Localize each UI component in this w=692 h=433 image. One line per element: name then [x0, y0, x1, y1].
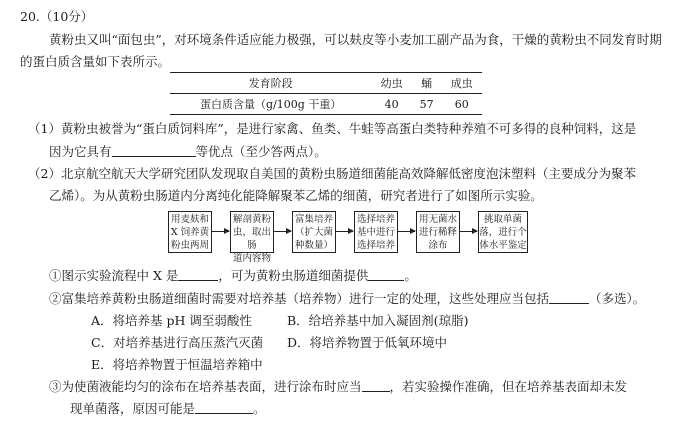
flow-step-5: 用无菌水 进行稀释 涂布 [416, 211, 460, 253]
table-cell-larva: 40 [371, 94, 411, 115]
part1-text-a: 因为它具有 [49, 144, 112, 159]
subq3-text-a: ③为使菌液能均匀的涂布在培养基表面，进行涂布时应当 [49, 379, 362, 394]
table-row-label: 蛋白质含量（g/100g 干重） [170, 94, 371, 115]
flow-arrow-1 [212, 231, 229, 232]
part2-line-1: （2）北京航空航天大学研究团队发现取自美国的黄粉虫肠道细菌能高效降解低密度泡沫塑料（主要成分为聚苯 [28, 166, 636, 181]
answer-blank-advantages[interactable] [112, 144, 196, 157]
subquestion-1 [49, 268, 417, 284]
subquestion-2 [49, 291, 645, 307]
answer-blank-provides[interactable] [368, 268, 404, 281]
table-row [170, 94, 482, 115]
option-b: B．给培养基中加入凝固剂(琼脂) [287, 313, 469, 328]
answer-blank-treatments[interactable] [549, 291, 589, 304]
table-header-row [170, 73, 482, 94]
table-header-larva: 幼虫 [371, 73, 411, 94]
subq3-text-d: 。 [253, 401, 266, 416]
subquestion-3-line-1 [49, 379, 627, 395]
subq1-text-b: ，可为黄粉虫肠道细菌提供 [218, 268, 369, 283]
subq1-text-a: ①图示实验流程中 X 是 [49, 268, 179, 283]
part1-text-b: 等优点（至少答两点）。 [195, 144, 327, 159]
question-number: 20.（10分） [20, 9, 94, 24]
intro-text-line-1: 黄粉虫又叫“面包虫”，对环境条件适应能力极强，可以麸皮等小麦加工副产品为食，干燥的黄粉虫不同发育时期 [49, 32, 662, 47]
table-header-pupa: 蛹 [412, 73, 442, 94]
table-header-adult: 成虫 [442, 73, 482, 94]
option-e: E．将培养物置于恒温培养箱中 [91, 357, 263, 372]
flow-step-3: 富集培养 （扩大菌 种数量） [292, 211, 336, 253]
flow-step-6: 挑取单菌 落，进行个 体水平鉴定 [478, 211, 528, 253]
part1-line-1: （1）黄粉虫被誉为“蛋白质饲料库”，是进行家禽、鱼类、牛蛙等高蛋白类特种养殖不可多得的良种饲料，这是 [28, 121, 637, 136]
option-c: C．对培养基进行高压蒸汽灭菌 [91, 335, 264, 350]
flow-arrow-5 [460, 231, 477, 232]
option-a: A．将培养基 pH 调至弱酸性 [91, 313, 252, 328]
subq2-text-b: （多选）。 [589, 291, 646, 306]
table-cell-pupa: 57 [412, 94, 442, 115]
flow-step-4: 选择培养 基中进行 选择培养 [354, 211, 398, 253]
flow-step-2: 解剖黄粉 虫，取出肠 道内容物 [230, 211, 274, 253]
answer-blank-reason[interactable] [195, 401, 253, 414]
table-cell-adult: 60 [442, 94, 482, 115]
part1-line-2 [49, 144, 327, 160]
option-d: D．将培养物置于低氧环境中 [287, 335, 448, 350]
intro-text-line-2: 的蛋白质含量如下表所示。 [20, 54, 171, 69]
protein-content-table [170, 72, 482, 115]
subq2-text-a: ②富集培养黄粉虫肠道细菌时需要对培养基（培养物）进行一定的处理，这些处理应当包括 [49, 291, 550, 306]
flow-arrow-3 [336, 231, 353, 232]
flow-arrow-4 [398, 231, 415, 232]
answer-blank-x[interactable] [178, 268, 218, 281]
experiment-flowchart [168, 211, 548, 264]
flow-step-1: 用麦麸和 X 饲养黄 粉虫两周 [168, 211, 212, 253]
table-header-stage: 发育阶段 [170, 73, 371, 94]
subquestion-3-line-2 [70, 401, 266, 417]
answer-blank-spreading[interactable] [362, 379, 390, 392]
subq3-text-c: 现单菌落，原因可能是 [70, 401, 196, 416]
flow-arrow-2 [274, 231, 291, 232]
part2-line-2: 乙烯）。为从黄粉虫肠道内分离纯化能降解聚苯乙烯的细菌，研究者进行了如图所示实验。 [49, 188, 543, 203]
subq3-text-b: ，若实验操作准确，但在培养基表面却未发 [389, 379, 628, 394]
subq1-text-c: 。 [404, 268, 417, 283]
